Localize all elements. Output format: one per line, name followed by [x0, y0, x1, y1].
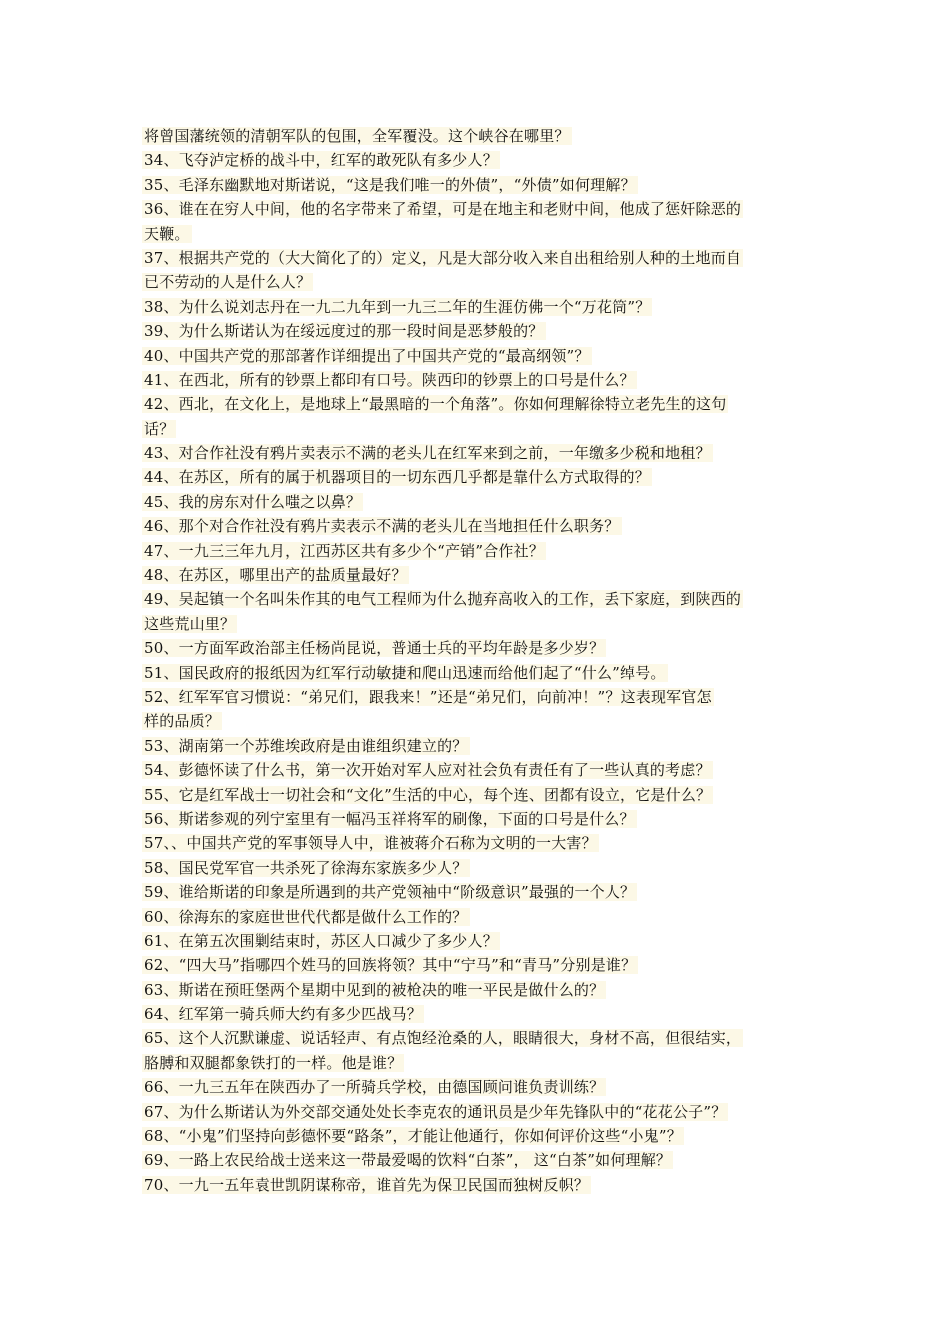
text-line — [142, 807, 812, 831]
text-line-content: 58、国民党军官一共杀死了徐海东家族多少人？ — [144, 858, 468, 877]
text-line-content: 46、那个对合作社没有鸦片卖表示不满的老头儿在当地担任什么职务？ — [144, 517, 620, 536]
text-line-content: 47、一九三三年九月，江西苏区共有多少个“产销”合作社？ — [144, 541, 545, 560]
text-line — [142, 344, 812, 368]
text-line-content: 35、毛泽东幽默地对斯诺说，“这是我们唯一的外债”，“外债”如何理解？ — [144, 175, 636, 194]
text-line-content: 话？ — [144, 419, 175, 438]
text-line — [142, 661, 812, 685]
text-line — [142, 392, 812, 416]
text-line — [142, 1173, 812, 1197]
text-line — [142, 417, 812, 441]
text-line — [142, 856, 812, 880]
text-line-content: 63、斯诺在预旺堡两个星期中见到的被枪决的唯一平民是做什么的？ — [144, 980, 605, 999]
text-line-content: 37、根据共产党的（大大简化了的）定义，凡是大部分收入来自出租给别人种的土地而自 — [144, 248, 742, 267]
text-line-content: 67、为什么斯诺认为外交部交通处处长李克农的通讯员是少年先锋队中的“花花公子”？ — [144, 1102, 727, 1121]
text-line — [142, 709, 812, 733]
text-line — [142, 222, 812, 246]
text-line — [142, 148, 812, 172]
text-line-content: 60、徐海东的家庭世世代代都是做什么工作的？ — [144, 907, 468, 926]
text-line — [142, 514, 812, 538]
text-line — [142, 783, 812, 807]
text-line-content: 62、“四大马”指哪四个姓马的回族将领？其中“宁马”和“青马”分别是谁？ — [144, 956, 637, 975]
text-line-content: 43、对合作社没有鸦片卖表示不满的老头儿在红军来到之前，一年缴多少税和地租？ — [144, 444, 711, 463]
text-line-content: 39、为什么斯诺认为在绥远度过的那一段时间是恶梦般的？ — [144, 322, 544, 341]
text-line — [142, 1075, 812, 1099]
text-line — [142, 734, 812, 758]
text-line-content: 41、在西北，所有的钞票上都印有口号。陕西印的钞票上的口号是什么？ — [144, 370, 635, 389]
text-line — [142, 173, 812, 197]
text-line-content: 57、、中国共产党的军事领导人中，谁被蒋介石称为文明的一大害？ — [144, 834, 597, 853]
text-line — [142, 636, 812, 660]
text-line — [142, 953, 812, 977]
text-line — [142, 587, 812, 611]
text-line-content: 54、彭德怀读了什么书，第一次开始对军人应对社会负有责任有了一些认真的考虑？ — [144, 761, 711, 780]
text-line-content: 70、一九一五年袁世凯阴谋称帝，谁首先为保卫民国而独树反帜？ — [144, 1175, 590, 1194]
text-line — [142, 1148, 812, 1172]
text-line-content: 49、吴起镇一个名叫朱作其的电气工程师为什么抛弃高收入的工作，丢下家庭，到陕西的 — [144, 590, 742, 609]
text-line-content: 48、在苏区，哪里出产的盐质量最好？ — [144, 566, 407, 585]
text-line-content: 38、为什么说刘志丹在一九二九年到一九三二年的生涯仿佛一个“万花筒”？ — [144, 297, 651, 316]
text-line-content: 59、谁给斯诺的印象是所遇到的共产党领袖中“阶级意识”最强的一个人？ — [144, 883, 636, 902]
text-line — [142, 465, 812, 489]
text-line-content: 66、一九三五年在陕西办了一所骑兵学校，由德国顾问谁负责训练？ — [144, 1078, 605, 1097]
text-line-content: 52、红军军官习惯说：“弟兄们，跟我来！”还是“弟兄们，向前冲！”？这表现军官怎 — [144, 687, 712, 706]
text-line-content: 45、我的房东对什么嗤之以鼻？ — [144, 492, 362, 511]
text-line-content: 55、它是红军战士一切社会和“文化”生活的中心，每个连、团都有设立，它是什么？ — [144, 785, 712, 804]
text-line-content: 50、一方面军政治部主任杨尚昆说，普通士兵的平均年龄是多少岁？ — [144, 639, 605, 658]
text-line — [142, 685, 812, 709]
text-line-content: 已不劳动的人是什么人？ — [144, 273, 312, 292]
text-line — [142, 1051, 812, 1075]
text-line — [142, 1100, 812, 1124]
text-line-content: 42、西北，在文化上，是地球上“最黑暗的一个角落”。你如何理解徐特立老先生的这句 — [144, 395, 727, 414]
text-line-content: 这些荒山里？ — [144, 614, 236, 633]
text-line-content: 61、在第五次围剿结束时，苏区人口减少了多少人？ — [144, 931, 498, 950]
text-line-content: 68、“小鬼”们坚持向彭德怀要“路条”，才能让他通行，你如何评价这些“小鬼”？ — [144, 1127, 682, 1146]
text-line-content: 34、飞夺泸定桥的战斗中，红军的敢死队有多少人？ — [144, 151, 498, 170]
text-line-content: 53、湖南第一个苏维埃政府是由谁组织建立的？ — [144, 736, 468, 755]
text-line — [142, 831, 812, 855]
text-line — [142, 490, 812, 514]
text-line — [142, 441, 812, 465]
text-line — [142, 880, 812, 904]
text-line — [142, 978, 812, 1002]
text-line — [142, 319, 812, 343]
text-line-content: 56、斯诺参观的列宁室里有一幅冯玉祥将军的刷像，下面的口号是什么？ — [144, 809, 635, 828]
document-page — [142, 124, 812, 1197]
text-line — [142, 1002, 812, 1026]
text-line-content: 胳膊和双腿都象铁打的一样。他是谁？ — [144, 1053, 403, 1072]
text-line — [142, 246, 812, 270]
text-line — [142, 758, 812, 782]
text-line-content: 36、谁在在穷人中间，他的名字带来了希望，可是在地主和老财中间，他成了惩奸除恶的 — [144, 200, 742, 219]
text-line — [142, 124, 812, 148]
text-line — [142, 270, 812, 294]
text-line — [142, 295, 812, 319]
text-line-content: 69、一路上农民给战士送来这一带最爱喝的饮料“白茶”， 这“白茶”如何理解？ — [144, 1151, 672, 1170]
text-line-content: 51、国民政府的报纸因为红军行动敏捷和爬山迅速而给他们起了“什么”绰号。 — [144, 663, 666, 682]
text-line — [142, 368, 812, 392]
text-line-content: 天鞭。 — [144, 224, 190, 243]
text-line — [142, 929, 812, 953]
text-line — [142, 1026, 812, 1050]
text-line — [142, 1124, 812, 1148]
text-line — [142, 563, 812, 587]
text-line — [142, 197, 812, 221]
text-line-content: 44、在苏区，所有的属于机器项目的一切东西几乎都是靠什么方式取得的？ — [144, 468, 650, 487]
text-line-content: 将曾国藩统领的清朝军队的包围，全军覆没。这个峡谷在哪里？ — [144, 127, 570, 145]
text-line-content: 65、这个人沉默谦虚、说话轻声、有点饱经沧桑的人，眼睛很大，身材不高，但很结实， — [144, 1029, 742, 1048]
text-line-content: 样的品质？ — [144, 712, 221, 731]
text-line-content: 64、红军第一骑兵师大约有多少匹战马？ — [144, 1005, 422, 1024]
text-line — [142, 905, 812, 929]
text-line — [142, 612, 812, 636]
text-line — [142, 539, 812, 563]
text-line-content: 40、中国共产党的那部著作详细提出了中国共产党的“最高纲领”？ — [144, 346, 590, 365]
